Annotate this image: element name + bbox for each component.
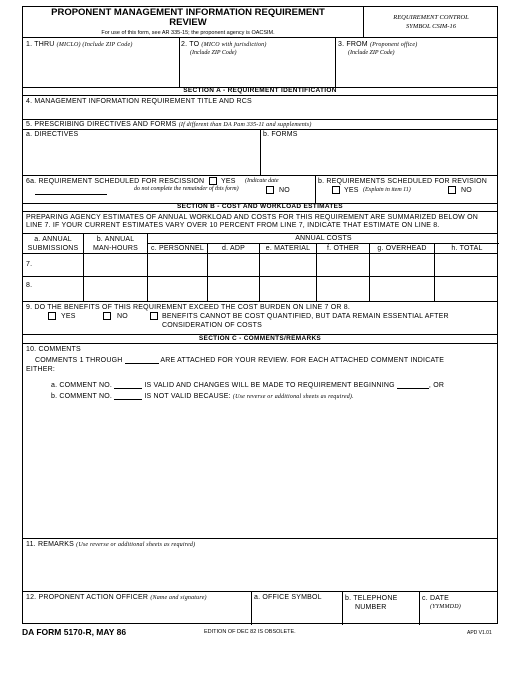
date-field[interactable]: [422, 594, 461, 612]
benefits-no-checkbox[interactable]: [103, 312, 111, 320]
col-material: e. MATERIAL: [265, 245, 311, 252]
col-adp: d. ADP: [222, 245, 245, 252]
benefits-yes-checkbox[interactable]: [48, 312, 56, 320]
form-border: [22, 6, 498, 624]
comments-area[interactable]: [23, 402, 497, 538]
from-hint1: (Proponent office): [369, 42, 418, 48]
col-annual-submissions: [23, 235, 83, 253]
thru-hint: (MICLO) (Include ZIP Code): [56, 42, 133, 48]
section-b-title: SECTION B - COST AND WORKLOAD ESTIMATES: [177, 203, 343, 210]
comments-pre: COMMENTS 1 THROUGH: [35, 357, 123, 364]
rescission-yes-checkbox[interactable]: [209, 177, 217, 185]
edition-note: EDITION OF DEC 82 IS OBSOLETE.: [204, 629, 296, 635]
revision-no-label: NO: [461, 187, 472, 194]
item11-hint: (Use reverse or additional sheets as required): [76, 542, 196, 548]
section-b-intro2: LINE 7. IF YOUR CURRENT ESTIMATES VARY OVER 10 PERCENT FROM LINE 7, INDICATE THAT ESTIMATE ON LINE 8.: [26, 222, 440, 229]
revision-yes-label: YES: [344, 187, 359, 194]
comment-b-hint: (Use reverse or additional sheets as required).: [232, 394, 354, 400]
comment-a-mid: IS VALID AND CHANGES WILL BE MADE TO REQUIREMENT BEGINNING: [144, 382, 395, 389]
control-symbol: [364, 13, 498, 31]
benefits-no-label: NO: [117, 313, 128, 320]
form-number: DA FORM 5170-R, MAY 86: [22, 627, 127, 637]
comment-a-post: , OR: [428, 382, 445, 389]
forms-field[interactable]: b. FORMS: [263, 131, 298, 138]
col-total: h. TOTAL: [451, 245, 483, 252]
revision-hint: (Explain in item 11): [363, 187, 411, 193]
telephone-line1: b. TELEPHONE: [345, 595, 398, 602]
from-field[interactable]: [338, 41, 417, 48]
comment-a-date-field[interactable]: [397, 388, 429, 389]
comment-b-mid: IS NOT VALID BECAUSE:: [144, 393, 231, 400]
comments-line: [35, 357, 444, 364]
mir-title-field[interactable]: 4. MANAGEMENT INFORMATION REQUIREMENT TITLE AND RCS: [26, 98, 252, 105]
form-subtitle: For use of this form, see AR 335-15; the proponent agency is OACSIM.: [101, 30, 275, 36]
form-title-line2: REVIEW: [169, 17, 207, 28]
date-line2: (YYMMDD): [430, 604, 461, 610]
form-title-line1: PROPONENT MANAGEMENT INFORMATION REQUIREMENT: [51, 7, 325, 18]
telephone-line2: NUMBER: [355, 604, 387, 611]
control-line1: REQUIREMENT CONTROL: [393, 14, 469, 21]
comment-b-number-field[interactable]: [114, 399, 142, 400]
benefits-yes-label: YES: [61, 313, 76, 320]
rescission-date-line[interactable]: [35, 194, 107, 195]
rescission-no-label: NO: [279, 187, 290, 194]
item10-label: 10. COMMENTS: [26, 346, 81, 353]
to-hint1: (MICO with jurisdiction): [201, 42, 267, 48]
comment-b-pre: b. COMMENT NO.: [51, 393, 113, 400]
row8-label: 8.: [26, 282, 33, 289]
to-label: 2. TO: [181, 41, 200, 48]
version-label: APD V1.01: [467, 630, 492, 636]
row7-label: 7.: [26, 261, 33, 268]
revision-no-checkbox[interactable]: [448, 186, 456, 194]
comment-b-line: [51, 393, 354, 400]
remarks-label: [26, 541, 195, 548]
annual-costs-header: ANNUAL COSTS: [295, 235, 352, 242]
section-c-title: SECTION C - COMMENTS/REMARKS: [198, 335, 322, 342]
benefits-nonquantified-checkbox[interactable]: [150, 312, 158, 320]
col-a-line1: a. ANNUAL: [34, 236, 72, 243]
rescission-hint1: (Indicate date: [245, 178, 279, 184]
from-label: 3. FROM: [338, 41, 368, 48]
item12-label: 12. PROPONENT ACTION OFFICER: [26, 594, 149, 601]
directives-field[interactable]: a. DIRECTIVES: [26, 131, 79, 138]
col-overhead: g. OVERHEAD: [377, 245, 427, 252]
section-a-title: SECTION A - REQUIREMENT IDENTIFICATION: [183, 87, 337, 94]
rescission-yes-label: YES: [221, 178, 236, 185]
col-personnel: c. PERSONNEL: [151, 245, 204, 252]
col-other: f. OTHER: [327, 245, 359, 252]
comments-count-field[interactable]: [125, 363, 159, 364]
item12-hint: (Name and signature): [150, 595, 207, 601]
item9-label: 9. DO THE BENEFITS OF THIS REQUIREMENT EXCEED THE COST BURDEN ON LINE 7 OR 8.: [26, 304, 350, 311]
remarks-area[interactable]: [23, 551, 497, 591]
rescission-hint2: do not complete the remainder of this form): [134, 186, 239, 192]
form-title: [23, 8, 353, 28]
office-symbol-field[interactable]: a. OFFICE SYMBOL: [254, 594, 322, 601]
item6a-label: 6a. REQUIREMENT SCHEDULED FOR RESCISSION: [26, 178, 205, 185]
either-label: EITHER:: [26, 366, 56, 373]
thru-label: 1. THRU: [26, 41, 55, 48]
benefits-nonquantified-line1: BENEFITS CANNOT BE COST QUANTIFIED, BUT DATA REMAIN ESSENTIAL AFTER: [162, 313, 449, 320]
telephone-field[interactable]: [345, 594, 397, 612]
section-b-intro1: PREPARING AGENCY ESTIMATES OF ANNUAL WORKLOAD AND COSTS FOR THIS REQUIREMENT ARE SUMMARIZED BELOW ON: [26, 214, 478, 221]
control-line2: SYMBOL CSIM-16: [406, 23, 456, 30]
to-hint2: (Include ZIP Code): [190, 50, 237, 56]
col-b-line1: b. ANNUAL: [96, 236, 135, 243]
col-a-line2: SUBMISSIONS: [27, 245, 79, 252]
to-field[interactable]: [181, 41, 267, 48]
revision-yes-checkbox[interactable]: [332, 186, 340, 194]
from-hint2: (Include ZIP Code): [348, 50, 395, 56]
prescribing-directives-label: [26, 121, 312, 128]
col-b-line2: MAN-HOURS: [93, 245, 138, 252]
item5-label: 5. PRESCRIBING DIRECTIVES AND FORMS: [26, 121, 177, 128]
col-annual-man-hours: [84, 235, 147, 253]
thru-field[interactable]: [26, 41, 133, 48]
item5-hint: (If different than DA Pam 335-11 and supplements): [178, 122, 312, 128]
comment-a-pre: a. COMMENT NO.: [51, 382, 113, 389]
action-officer-field[interactable]: [26, 594, 207, 601]
item11-label: 11. REMARKS: [26, 541, 74, 548]
comment-a-line: [51, 382, 444, 389]
comments-post: ARE ATTACHED FOR YOUR REVIEW. FOR EACH ATTACHED COMMENT INDICATE: [160, 357, 445, 364]
rescission-no-checkbox[interactable]: [266, 186, 274, 194]
benefits-nonquantified-line2: CONSIDERATION OF COSTS: [162, 322, 262, 329]
item6b-label: b. REQUIREMENTS SCHEDULED FOR REVISION: [318, 178, 488, 185]
comment-a-number-field[interactable]: [114, 388, 142, 389]
date-line1: c. DATE: [422, 595, 449, 602]
